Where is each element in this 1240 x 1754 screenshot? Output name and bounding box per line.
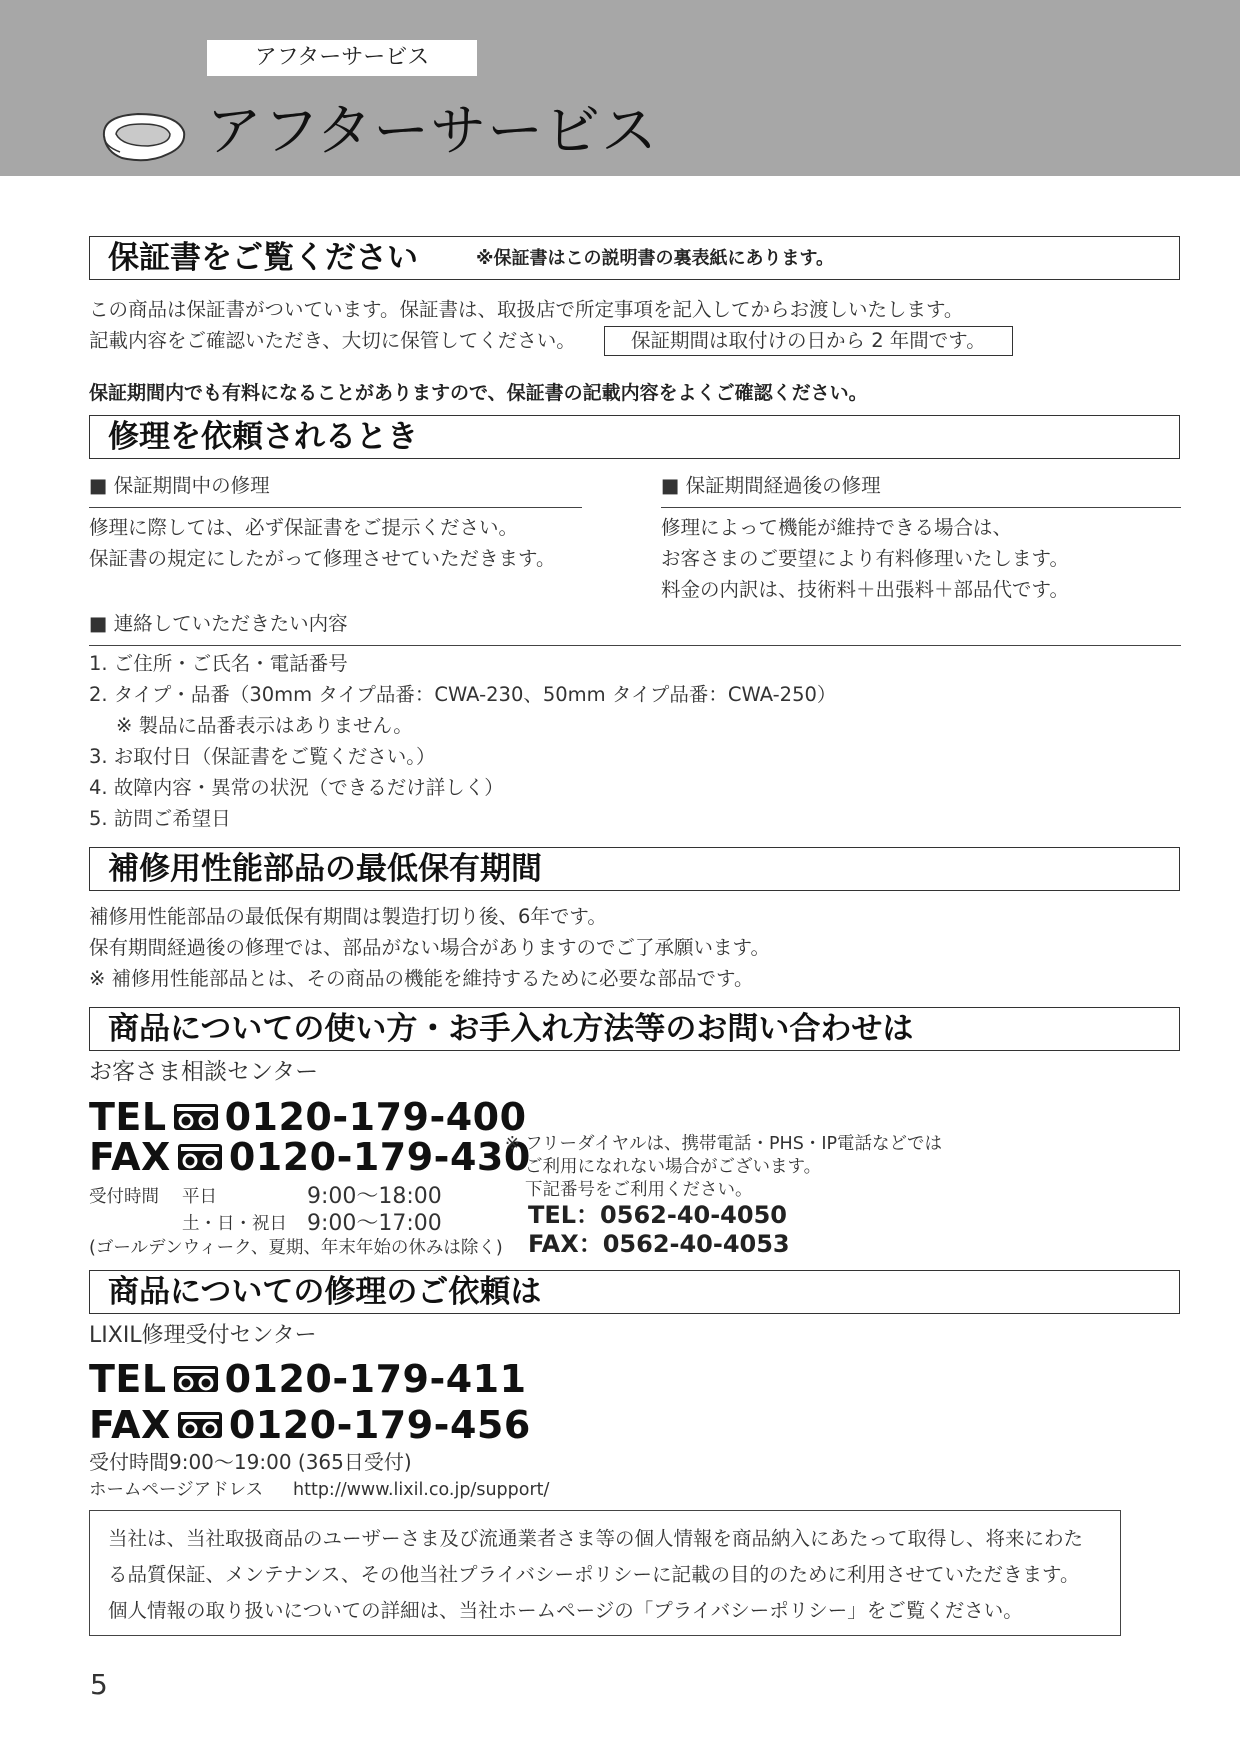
divider [89,645,1181,646]
warranty-text-1: この商品は保証書がついています。保証書は、取扱店で所定事項を記入してからお渡しいたします。 [89,298,964,321]
warranty-text-2: 記載内容をご確認いただき、大切に保管してください。 [89,329,576,352]
repair-request-heading: 商品についての修理のご依頼は [108,1274,542,1310]
tel-label: TEL [89,1357,167,1401]
hours-label: 受付時間 [89,1187,159,1207]
repair-section-header [89,415,1180,459]
warranty-heading: 保証書をご覧ください [108,240,418,276]
warranty-location-note: ※保証書はこの説明書の裏表紙にあります。 [476,248,835,269]
customer-center-name: お客さま相談センター [89,1059,319,1085]
tel-number[interactable]: 0120-179-400 [224,1095,527,1139]
contact-item: 1. ご住所・ご氏名・電話番号 [89,652,348,675]
post-warranty-text-2: お客さまのご要望により有料修理いたします。 [661,547,1069,570]
contact-item-note: ※ 製品に品番表示はありません。 [116,714,413,737]
warranty-bold-note: 保証期間内でも有料になることがありますので、保証書の記載内容をよくご確認ください。 [89,382,868,404]
parts-heading: 補修用性能部品の最低保有期間 [108,851,542,887]
contact-item: 2. タイプ・品番（30mm タイプ品番：CWA-230、50mm タイプ品番：CWA-250） [89,683,837,706]
fax-number[interactable]: 0120-179-456 [228,1403,531,1447]
in-warranty-text-2: 保証書の規定にしたがって修理させていただきます。 [89,547,556,570]
homepage-link[interactable]: http://www.lixil.co.jp/support/ [293,1480,550,1500]
post-warranty-text-1: 修理によって機能が維持できる場合は、 [661,516,1013,539]
parts-section-header [89,847,1180,891]
inquiry-section-header [89,1007,1180,1051]
privacy-line: る品質保証、メンテナンス、その他当社プライバシーポリシーに記載の目的のために利用させていただきます。 [108,1563,1080,1586]
repair-fax-line [89,1402,531,1448]
free-dial-icon [177,1411,223,1439]
free-dial-note-3: 下記番号をご利用ください。 [525,1180,753,1200]
repair-request-section-header [89,1270,1180,1314]
in-warranty-label: ■ 保証期間中の修理 [89,474,270,497]
repair-hours: 受付時間9:00～19:00 (365日受付) [89,1450,412,1474]
weekend-hours: 9:00～17:00 [307,1211,442,1236]
tel-label: TEL [89,1095,167,1139]
toilet-seat-icon [98,106,188,166]
fax-label: FAX [89,1135,171,1179]
repair-center-name: LIXIL修理受付センター [89,1323,317,1348]
alt-fax-number[interactable]: FAX：0562-40-4053 [528,1230,790,1258]
divider [89,507,582,508]
warranty-period-box: 保証期間は取付けの日から 2 年間です。 [604,326,1013,356]
privacy-notice [89,1510,1121,1636]
free-dial-icon [173,1103,219,1131]
divider [661,507,1181,508]
page-number: 5 [90,1668,108,1701]
free-dial-note-1: ※ フリーダイヤルは、携帯電話・PHS・IP電話などでは [505,1134,943,1154]
fax-label: FAX [89,1403,171,1447]
fax-number[interactable]: 0120-179-430 [228,1135,531,1179]
homepage-label: ホームページアドレス [89,1480,264,1500]
privacy-line: 当社は、当社取扱商品のユーザーさま及び流通業者さま等の個人情報を商品納入にあたって取得し、将来にわた [108,1527,1084,1550]
weekend-label: 土・日・祝日 [182,1214,287,1234]
contact-info-label: ■ 連絡していただきたい内容 [89,612,348,635]
free-dial-note-2: ご利用になれない場合がございます。 [525,1157,822,1177]
post-warranty-label: ■ 保証期間経過後の修理 [661,474,881,497]
section-tab-label: アフターサービス [207,40,477,76]
page-title: アフターサービス [206,99,659,164]
post-warranty-text-3: 料金の内訳は、技術料＋出張料＋部品代です。 [661,578,1069,601]
contact-item: 5. 訪問ご希望日 [89,807,231,830]
inquiry-fax-line [89,1134,531,1180]
warranty-section-header [89,236,1180,280]
tel-number[interactable]: 0120-179-411 [224,1357,527,1401]
weekday-label: 平日 [182,1187,217,1207]
weekday-hours: 9:00～18:00 [307,1184,442,1209]
parts-text-1: 補修用性能部品の最低保有期間は製造打切り後、6年です。 [89,905,607,928]
alt-tel-number[interactable]: TEL：0562-40-4050 [528,1201,787,1229]
repair-heading: 修理を依頼されるとき [108,419,418,455]
in-warranty-text-1: 修理に際しては、必ず保証書をご提示ください。 [89,516,519,539]
inquiry-heading: 商品についての使い方・お手入れ方法等のお問い合わせは [108,1011,914,1047]
repair-tel-line [89,1356,527,1402]
free-dial-icon [177,1143,223,1171]
parts-text-2: 保有期間経過後の修理では、部品がない場合がありますのでご了承願います。 [89,936,770,959]
contact-item: 3. お取付日（保証書をご覧ください。） [89,745,436,768]
contact-item: 4. 故障内容・異常の状況（できるだけ詳しく） [89,776,504,799]
free-dial-icon [173,1365,219,1393]
parts-text-3: ※ 補修用性能部品とは、その商品の機能を維持するために必要な部品です。 [89,967,754,990]
hours-exception-note: (ゴールデンウィーク、夏期、年末年始の休みは除く) [89,1238,503,1258]
privacy-line: 個人情報の取り扱いについての詳細は、当社ホームページの「プライバシーポリシー」をご覧ください。 [108,1599,1023,1622]
